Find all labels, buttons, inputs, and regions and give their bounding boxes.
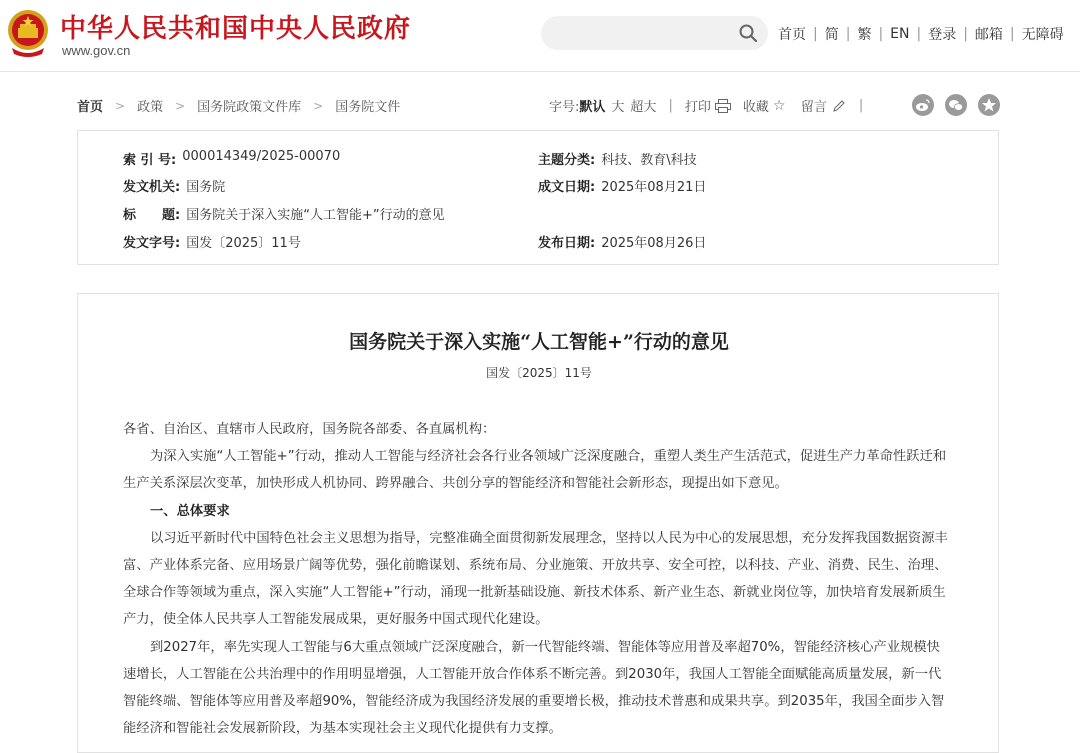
font-size-large[interactable]: 大 (611, 100, 625, 115)
info-published-value: 2025年08月26日 (601, 236, 707, 251)
article-paragraph: 到2027年，率先实现人工智能与6大重点领域广泛深度融合，新一代智能终端、智能体等应用普及率超70%，智能经济核心产业规模快速增长，人工智能在公共治理中的作用明显增强，人工智能开放合作体系不断完善。到2030年，我国人工智能全面赋能高质量发展，新一代智能终端、智能体等应用普及率超90%，智能经济成为我国经济发展的重要增长极，推动技术普惠和成果共享。到2035年，我国全面步入智能经济和智能社会发展新阶段，为基本实现社会主义现代化提供有力支撑。 (123, 639, 945, 737)
nav-english[interactable]: EN (890, 26, 910, 42)
breadcrumb-policy-library[interactable]: 国务院政策文件库 (197, 100, 302, 115)
search-icon[interactable] (738, 23, 758, 43)
article-title: 国务院关于深入实施“人工智能+”行动的意见 (349, 331, 729, 353)
font-size-default[interactable]: 默认 (579, 100, 606, 115)
info-issuer-value: 国务院 (186, 180, 226, 195)
chevron-right-icon: > (175, 98, 186, 113)
national-emblem-icon[interactable] (6, 8, 50, 58)
article-salutation: 各省、自治区、直辖市人民政府，国务院各部委、各直属机构： (123, 422, 496, 437)
font-size-xlarge[interactable]: 超大 (630, 100, 657, 115)
wechat-share-icon[interactable] (945, 94, 967, 116)
info-title-label: 标 题: (123, 208, 181, 223)
pencil-icon[interactable] (831, 99, 847, 113)
site-domain: www.gov.cn (62, 43, 131, 58)
article-panel (77, 293, 999, 753)
info-index-label: 索 引 号: (123, 153, 177, 168)
info-published-label: 发布日期: (538, 236, 596, 251)
breadcrumb-state-council-docs[interactable]: 国务院文件 (335, 100, 401, 115)
collect-button[interactable]: 收藏 (742, 100, 769, 115)
star-icon[interactable]: ☆ (772, 97, 786, 114)
comment-button[interactable]: 留言 (800, 100, 827, 115)
info-created-label: 成文日期: (538, 180, 596, 195)
article-body (123, 416, 953, 742)
site-title[interactable]: 中华人民共和国中央人民政府 (60, 14, 412, 44)
article-section-heading: 一、总体要求 (150, 503, 230, 519)
breadcrumb-policy[interactable]: 政策 (137, 100, 164, 115)
search-input[interactable] (541, 16, 768, 50)
info-title-row (123, 204, 445, 223)
info-docno-value: 国发〔2025〕11号 (186, 236, 301, 251)
favorite-star-icon[interactable] (978, 94, 1000, 116)
breadcrumb-home[interactable]: 首页 (77, 100, 104, 115)
nav-home[interactable]: 首页 (778, 27, 806, 43)
info-category-value: 科技、教育\科技 (601, 153, 697, 168)
article-doc-number: 国发〔2025〕11号 (486, 366, 592, 380)
top-nav (778, 24, 1064, 44)
tools-divider: | (668, 98, 673, 113)
info-title-value: 国务院关于深入实施“人工智能+”行动的意见 (186, 208, 445, 223)
nav-simplified[interactable]: 简 (824, 27, 839, 43)
info-category-row (538, 149, 697, 168)
info-index-row (123, 149, 340, 168)
info-published-row (538, 232, 706, 251)
nav-traditional[interactable]: 繁 (857, 27, 872, 43)
nav-divider: | (916, 26, 922, 42)
article-tools (549, 96, 875, 115)
info-issuer-label: 发文机关: (123, 180, 181, 195)
info-index-value: 000014349/2025-00070 (182, 149, 341, 164)
font-size-label: 字号: (549, 100, 580, 115)
info-docno-label: 发文字号: (123, 236, 181, 251)
site-header (0, 0, 1080, 70)
header-divider (0, 71, 1080, 72)
nav-divider: | (813, 26, 818, 42)
tools-divider: | (858, 98, 864, 113)
nav-divider: | (963, 26, 968, 42)
document-info-panel (77, 130, 999, 265)
breadcrumb (77, 96, 400, 115)
info-created-value: 2025年08月21日 (601, 180, 707, 195)
info-created-row (538, 176, 706, 195)
printer-icon[interactable] (715, 99, 731, 113)
weibo-share-icon[interactable] (912, 94, 934, 116)
chevron-right-icon: > (115, 98, 126, 113)
nav-divider: | (1009, 26, 1015, 42)
print-button[interactable]: 打印 (684, 100, 711, 115)
article-paragraph: 为深入实施“人工智能+”行动，推动人工智能与经济社会各行业各领域广泛深度融合，重塑人类生产生活范式，促进生产力革命性跃迁和生产关系深层次变革，加快形成人机协同、跨界融合、共创分享的智能经济和智能社会新形态，现提出如下意见。 (123, 449, 947, 492)
info-category-label: 主题分类: (538, 153, 596, 168)
nav-mailbox[interactable]: 邮箱 (974, 27, 1003, 43)
nav-accessibility[interactable]: 无障碍 (1021, 27, 1064, 43)
chevron-right-icon: > (313, 98, 324, 113)
info-docno-row (123, 232, 301, 251)
info-issuer-row (123, 176, 225, 195)
nav-divider: | (878, 26, 884, 42)
article-paragraph: 以习近平新时代中国特色社会主义思想为指导，完整准确全面贯彻新发展理念，坚持以人民为中心的发展思想，充分发挥我国数据资源丰富、产业体系完备、应用场景广阔等优势，强化前瞻谋划、系统布局、分业施策、开放共享、安全可控，以科技、产业、消费、民生、治理、全球合作等领域为重点，深入实施“人工智能+”行动，涌现一批新基础设施、新技术体系、新产业生态、新就业岗位等，加快培育发展新质生产力，使全体人民共享人工智能发展成果，更好服务中国式现代化建设。 (123, 530, 948, 628)
nav-login[interactable]: 登录 (928, 27, 957, 43)
nav-divider: | (845, 26, 851, 42)
